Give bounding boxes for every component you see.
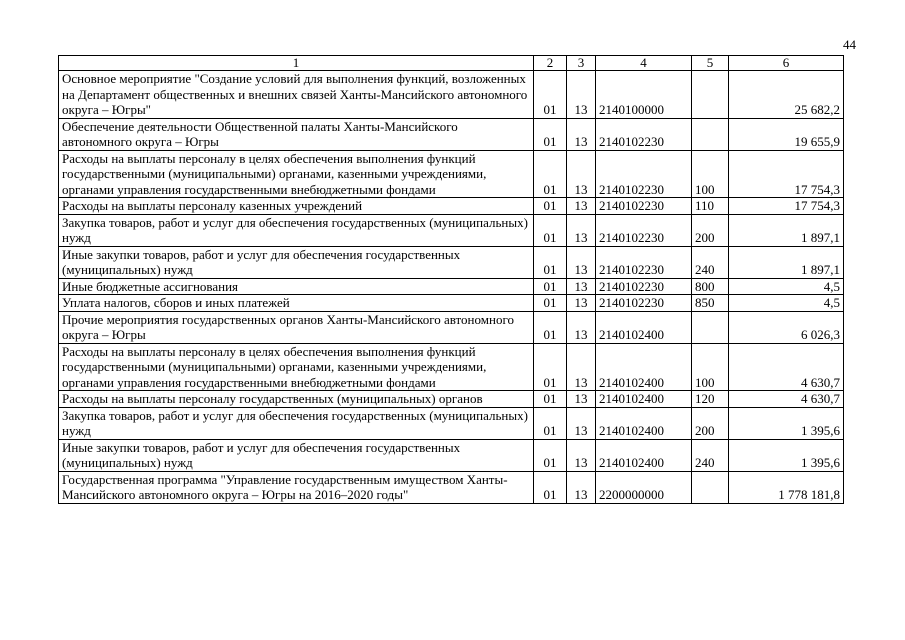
amount-cell: 4,5 bbox=[729, 295, 844, 312]
section-code-cell: 01 bbox=[534, 471, 567, 503]
header-cell-3: 3 bbox=[567, 56, 596, 71]
table-header-row bbox=[59, 56, 844, 71]
section-code-cell: 01 bbox=[534, 278, 567, 295]
subsection-code-cell: 13 bbox=[567, 295, 596, 312]
amount-cell: 1 395,6 bbox=[729, 439, 844, 471]
header-cell-6: 6 bbox=[729, 56, 844, 71]
table-row bbox=[59, 278, 844, 295]
row-name-cell: Обеспечение деятельности Общественной палаты Ханты-Мансийского автономного округа – Югры bbox=[59, 118, 534, 150]
target-article-cell: 2200000000 bbox=[596, 471, 692, 503]
subsection-code-cell: 13 bbox=[567, 439, 596, 471]
subsection-code-cell: 13 bbox=[567, 311, 596, 343]
expense-type-cell: 200 bbox=[692, 407, 729, 439]
row-name-cell: Иные закупки товаров, работ и услуг для обеспечения государственных (муниципальных) нужд bbox=[59, 246, 534, 278]
expense-type-cell: 800 bbox=[692, 278, 729, 295]
section-code-cell: 01 bbox=[534, 391, 567, 408]
amount-cell: 4 630,7 bbox=[729, 391, 844, 408]
expense-type-cell: 850 bbox=[692, 295, 729, 312]
table-row bbox=[59, 407, 844, 439]
section-code-cell: 01 bbox=[534, 295, 567, 312]
row-name-cell: Расходы на выплаты персоналу в целях обеспечения выполнения функций государственными (муниципальными) органами, казенными учреждениями, органами управления государственными внебюджетными фондами bbox=[59, 343, 534, 391]
subsection-code-cell: 13 bbox=[567, 471, 596, 503]
target-article-cell: 2140102230 bbox=[596, 278, 692, 295]
target-article-cell: 2140102230 bbox=[596, 214, 692, 246]
header-cell-4: 4 bbox=[596, 56, 692, 71]
amount-cell: 1 778 181,8 bbox=[729, 471, 844, 503]
target-article-cell: 2140102400 bbox=[596, 391, 692, 408]
row-name-cell: Иные бюджетные ассигнования bbox=[59, 278, 534, 295]
subsection-code-cell: 13 bbox=[567, 391, 596, 408]
expense-type-cell: 110 bbox=[692, 198, 729, 215]
expense-type-cell bbox=[692, 471, 729, 503]
target-article-cell: 2140102400 bbox=[596, 311, 692, 343]
section-code-cell: 01 bbox=[534, 71, 567, 119]
section-code-cell: 01 bbox=[534, 246, 567, 278]
section-code-cell: 01 bbox=[534, 118, 567, 150]
subsection-code-cell: 13 bbox=[567, 278, 596, 295]
amount-cell: 19 655,9 bbox=[729, 118, 844, 150]
expense-type-cell: 240 bbox=[692, 246, 729, 278]
expense-type-cell: 120 bbox=[692, 391, 729, 408]
target-article-cell: 2140102230 bbox=[596, 246, 692, 278]
expense-type-cell: 100 bbox=[692, 343, 729, 391]
expense-type-cell bbox=[692, 71, 729, 119]
header-cell-1: 1 bbox=[59, 56, 534, 71]
subsection-code-cell: 13 bbox=[567, 343, 596, 391]
row-name-cell: Иные закупки товаров, работ и услуг для обеспечения государственных (муниципальных) нужд bbox=[59, 439, 534, 471]
amount-cell: 1 395,6 bbox=[729, 407, 844, 439]
amount-cell: 1 897,1 bbox=[729, 214, 844, 246]
table-row bbox=[59, 198, 844, 215]
table-row bbox=[59, 214, 844, 246]
amount-cell: 1 897,1 bbox=[729, 246, 844, 278]
amount-cell: 17 754,3 bbox=[729, 198, 844, 215]
section-code-cell: 01 bbox=[534, 407, 567, 439]
target-article-cell: 2140102230 bbox=[596, 118, 692, 150]
amount-cell: 25 682,2 bbox=[729, 71, 844, 119]
subsection-code-cell: 13 bbox=[567, 407, 596, 439]
table-row bbox=[59, 439, 844, 471]
table-row bbox=[59, 295, 844, 312]
expense-type-cell bbox=[692, 311, 729, 343]
table-row bbox=[59, 118, 844, 150]
table-row bbox=[59, 391, 844, 408]
expense-type-cell: 100 bbox=[692, 150, 729, 198]
subsection-code-cell: 13 bbox=[567, 150, 596, 198]
row-name-cell: Государственная программа "Управление государственным имуществом Ханты-Мансийского автономного округа – Югры на 2016–2020 годы" bbox=[59, 471, 534, 503]
target-article-cell: 2140102400 bbox=[596, 407, 692, 439]
target-article-cell: 2140100000 bbox=[596, 71, 692, 119]
table-row bbox=[59, 150, 844, 198]
expense-type-cell: 200 bbox=[692, 214, 729, 246]
budget-table bbox=[58, 55, 844, 504]
target-article-cell: 2140102400 bbox=[596, 343, 692, 391]
header-cell-5: 5 bbox=[692, 56, 729, 71]
amount-cell: 4,5 bbox=[729, 278, 844, 295]
row-name-cell: Расходы на выплаты персоналу государственных (муниципальных) органов bbox=[59, 391, 534, 408]
amount-cell: 6 026,3 bbox=[729, 311, 844, 343]
table-row bbox=[59, 71, 844, 119]
amount-cell: 4 630,7 bbox=[729, 343, 844, 391]
subsection-code-cell: 13 bbox=[567, 71, 596, 119]
subsection-code-cell: 13 bbox=[567, 118, 596, 150]
row-name-cell: Уплата налогов, сборов и иных платежей bbox=[59, 295, 534, 312]
table-row bbox=[59, 343, 844, 391]
row-name-cell: Прочие мероприятия государственных органов Ханты-Мансийского автономного округа – Югры bbox=[59, 311, 534, 343]
section-code-cell: 01 bbox=[534, 150, 567, 198]
row-name-cell: Расходы на выплаты персоналу в целях обеспечения выполнения функций государственными (муниципальными) органами, казенными учреждениями, органами управления государственными внебюджетными фондами bbox=[59, 150, 534, 198]
table-row bbox=[59, 311, 844, 343]
section-code-cell: 01 bbox=[534, 214, 567, 246]
row-name-cell: Закупка товаров, работ и услуг для обеспечения государственных (муниципальных) нужд bbox=[59, 407, 534, 439]
section-code-cell: 01 bbox=[534, 198, 567, 215]
expense-type-cell bbox=[692, 118, 729, 150]
header-cell-2: 2 bbox=[534, 56, 567, 71]
target-article-cell: 2140102400 bbox=[596, 439, 692, 471]
expense-type-cell: 240 bbox=[692, 439, 729, 471]
table-row bbox=[59, 471, 844, 503]
table-row bbox=[59, 246, 844, 278]
row-name-cell: Основное мероприятие "Создание условий для выполнения функций, возложенных на Департамент общественных и внешних связей Ханты-Мансийского автономного округа – Югры" bbox=[59, 71, 534, 119]
row-name-cell: Расходы на выплаты персоналу казенных учреждений bbox=[59, 198, 534, 215]
target-article-cell: 2140102230 bbox=[596, 198, 692, 215]
target-article-cell: 2140102230 bbox=[596, 295, 692, 312]
row-name-cell: Закупка товаров, работ и услуг для обеспечения государственных (муниципальных) нужд bbox=[59, 214, 534, 246]
section-code-cell: 01 bbox=[534, 311, 567, 343]
subsection-code-cell: 13 bbox=[567, 214, 596, 246]
target-article-cell: 2140102230 bbox=[596, 150, 692, 198]
page-number: 44 bbox=[843, 37, 856, 52]
subsection-code-cell: 13 bbox=[567, 198, 596, 215]
amount-cell: 17 754,3 bbox=[729, 150, 844, 198]
subsection-code-cell: 13 bbox=[567, 246, 596, 278]
section-code-cell: 01 bbox=[534, 439, 567, 471]
section-code-cell: 01 bbox=[534, 343, 567, 391]
